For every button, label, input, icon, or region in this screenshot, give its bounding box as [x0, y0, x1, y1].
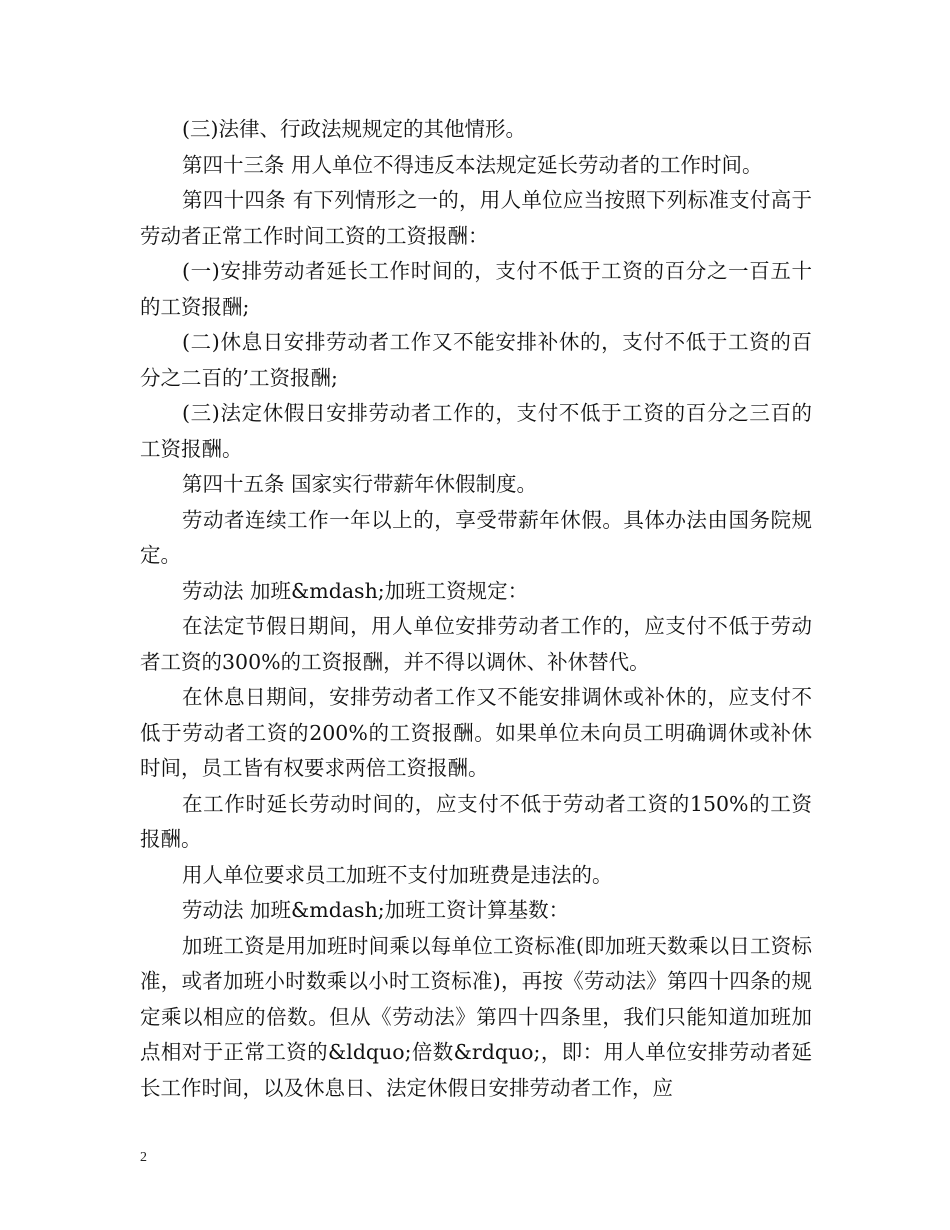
paragraph: (一)安排劳动者延长工作时间的，支付不低于工资的百分之一百五十的工资报酬; [140, 259, 812, 319]
paragraph: 在法定节假日期间，用人单位安排劳动者工作的，应支付不低于劳动者工资的300%的工资报酬，并不得以调休、补休替代。 [140, 614, 812, 674]
paragraph: (二)休息日安排劳动者工作又不能安排补休的，支付不低于工资的百分之二百的’工资报酬; [140, 330, 812, 390]
paragraph: 劳动者连续工作一年以上的，享受带薪年休假。具体办法由国务院规定。 [140, 507, 812, 567]
paragraph: 劳动法 加班&mdash;加班工资规定： [182, 578, 529, 603]
body-text [140, 112, 812, 1106]
paragraph: 第四十四条 有下列情形之一的，用人单位应当按照下列标准支付高于劳动者正常工作时间工资的工资报酬： [140, 188, 812, 248]
paragraph: 劳动法 加班&mdash;加班工资计算基数： [182, 898, 570, 922]
page-number: 2 [140, 1150, 147, 1165]
paragraph: (三)法律、行政法规规定的其他情形。 [182, 117, 526, 141]
paragraph: 第四十五条 国家实行带薪年休假制度。 [182, 472, 538, 496]
paragraph: (三)法定休假日安排劳动者工作的，支付不低于工资的百分之三百的工资报酬。 [140, 401, 812, 461]
paragraph: 在休息日期间，安排劳动者工作又不能安排调休或补休的，应支付不低于劳动者工资的200%的工资报酬。如果单位未向员工明确调休或补休时间，员工皆有权要求两倍工资报酬。 [140, 685, 812, 780]
paragraph: 用人单位要求员工加班不支付加班费是违法的。 [182, 862, 613, 887]
paragraph: 在工作时延长劳动时间的，应支付不低于劳动者工资的150%的工资报酬。 [140, 791, 812, 851]
paragraph: 加班工资是用加班时间乘以每单位工资标准(即加班天数乘以日工资标准，或者加班小时数乘以小时工资标准)，再按《劳动法》第四十四条的规定乘以相应的倍数。但从《劳动法》第四十四条里，我们只能知道加班加点相对于正常工资的&ldquo;倍数&rdquo;，即：用人单位安排劳动者延长工作时间，以及休息日、法定休假日安排劳动者工作，应 [140, 933, 812, 1100]
paragraph: 第四十三条 用人单位不得违反本法规定延长劳动者的工作时间。 [182, 152, 763, 177]
